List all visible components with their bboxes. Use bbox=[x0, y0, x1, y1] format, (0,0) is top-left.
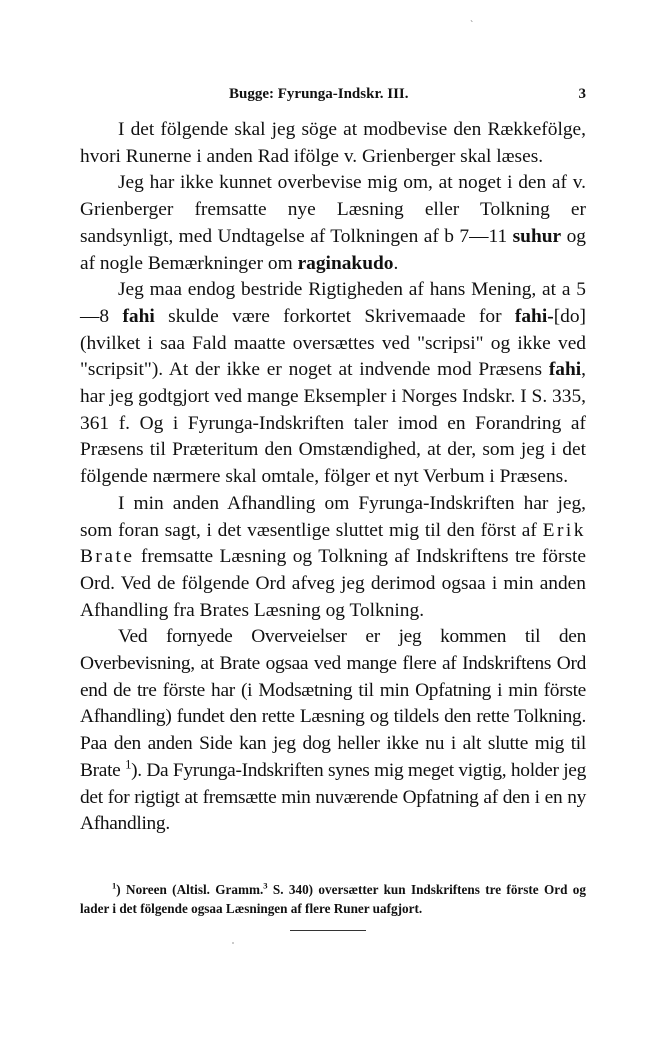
paragraph-2-text-1: Jeg har ikke kunnet overbevise mig om, at noget i den af v. Grienberger fremsatte nye Læsning eller Tolkning er sandsynligt, med Undtagelse af Tolkningen af b 7—11 bbox=[80, 172, 586, 247]
footnote-text-1: ) Noreen (Altisl. Gramm. bbox=[116, 882, 264, 897]
rune-transliteration-fahi-do: fahi- bbox=[514, 305, 554, 327]
paragraph-3 bbox=[80, 277, 586, 491]
end-rule bbox=[290, 930, 366, 931]
paragraph-2-text-2: og af nogle Bemærkninger om bbox=[80, 225, 586, 274]
paragraph-2 bbox=[80, 170, 586, 277]
footnote-edition-superscript: 3 bbox=[263, 880, 268, 891]
paragraph-2-text-3: . bbox=[393, 252, 399, 274]
paragraph-4-text-2: fremsatte Læsning og Tolkning af Indskriftens tre förste Ord. Ved de fölgende Ord afveg jeg derimod ogsaa i min anden Afhandling fra Brates Læsning og Tolkning. bbox=[80, 546, 586, 621]
paragraph-4-text-1: I min anden Afhandling om Fyrunga-Indskriften har jeg, som foran sagt, i det væsentlige sluttet mig til den först af bbox=[80, 492, 586, 541]
paragraph-3-text-3: [do] (hvilket i saa Fald maatte oversættes ved "scripsi" og ikke ved "scripsit"). At der ikke er noget at indvende mod Præsens bbox=[80, 305, 587, 381]
paragraph-4 bbox=[80, 491, 586, 625]
paragraph-5-text-1: Ved fornyede Overveielser er jeg kommen til den Overbevisning, at Brate ogsaa ved mange flere af Indskriftens Ord end de tre förste har (i Modsætning til min Opfatning i min förste Afhandling) fundet den rette Læsning og tildels den rette Tolkning. Paa den anden Side kan jeg dog heller ikke nu i alt slutte mig til Brate bbox=[80, 626, 586, 781]
rune-transliteration-suhur: suhur bbox=[512, 225, 562, 247]
body-text bbox=[80, 117, 586, 838]
paper-speck bbox=[232, 942, 234, 944]
paragraph-5-text-2: ). Da Fyrunga-Indskriften synes mig meget vigtig, holder jeg det for rigtigt at fremsætte min nuværende Opfatning af den i en ny Afhandling. bbox=[80, 759, 586, 835]
footnote-reference: 1 bbox=[125, 757, 132, 772]
paragraph-1 bbox=[80, 117, 586, 170]
paragraph-1-text: I det fölgende skal jeg söge at modbevise den Rækkefölge, hvori Runerne i anden Rad ifölge v. Grienberger skal læses. bbox=[80, 119, 586, 167]
running-title: Bugge: Fyrunga-Indskr. III. bbox=[229, 86, 409, 102]
author-name-erik-brate: Erik Brate bbox=[80, 519, 586, 568]
rune-transliteration-fahi: fahi bbox=[122, 305, 155, 327]
footnote-marker: 1 bbox=[112, 880, 117, 891]
paragraph-5 bbox=[80, 624, 586, 838]
running-head bbox=[80, 86, 586, 108]
margin-speck: ˋ bbox=[470, 20, 474, 31]
rune-transliteration-raginakudo: raginakudo bbox=[297, 252, 394, 274]
page-number: 3 bbox=[578, 86, 586, 102]
paragraph-3-text-4: , har jeg godtgjort ved mange Eksempler i Norges Indskr. I S. 335, 361 f. Og i Fyrunga-Indskriften taler imod en Forandring af Præsens til Præteritum den Omstændighed, at der, som jeg i det fölgende nærmere skal omtale, fölger et nyt Verbum i Præsens. bbox=[80, 359, 586, 488]
footnote bbox=[80, 880, 586, 918]
paragraph-3-text-1: Jeg maa endog bestride Rigtigheden af hans Mening, at a 5—8 bbox=[80, 279, 586, 327]
paragraph-3-text-2: skulde være forkortet Skrivemaade for bbox=[154, 305, 515, 327]
rune-transliteration-fahi-2: fahi bbox=[548, 359, 582, 381]
footnote-text-2: S. 340) oversætter kun Indskriftens tre förste Ord og lader i det fölgende ogsaa Læsningen af flere Runer uafgjort. bbox=[80, 882, 586, 916]
